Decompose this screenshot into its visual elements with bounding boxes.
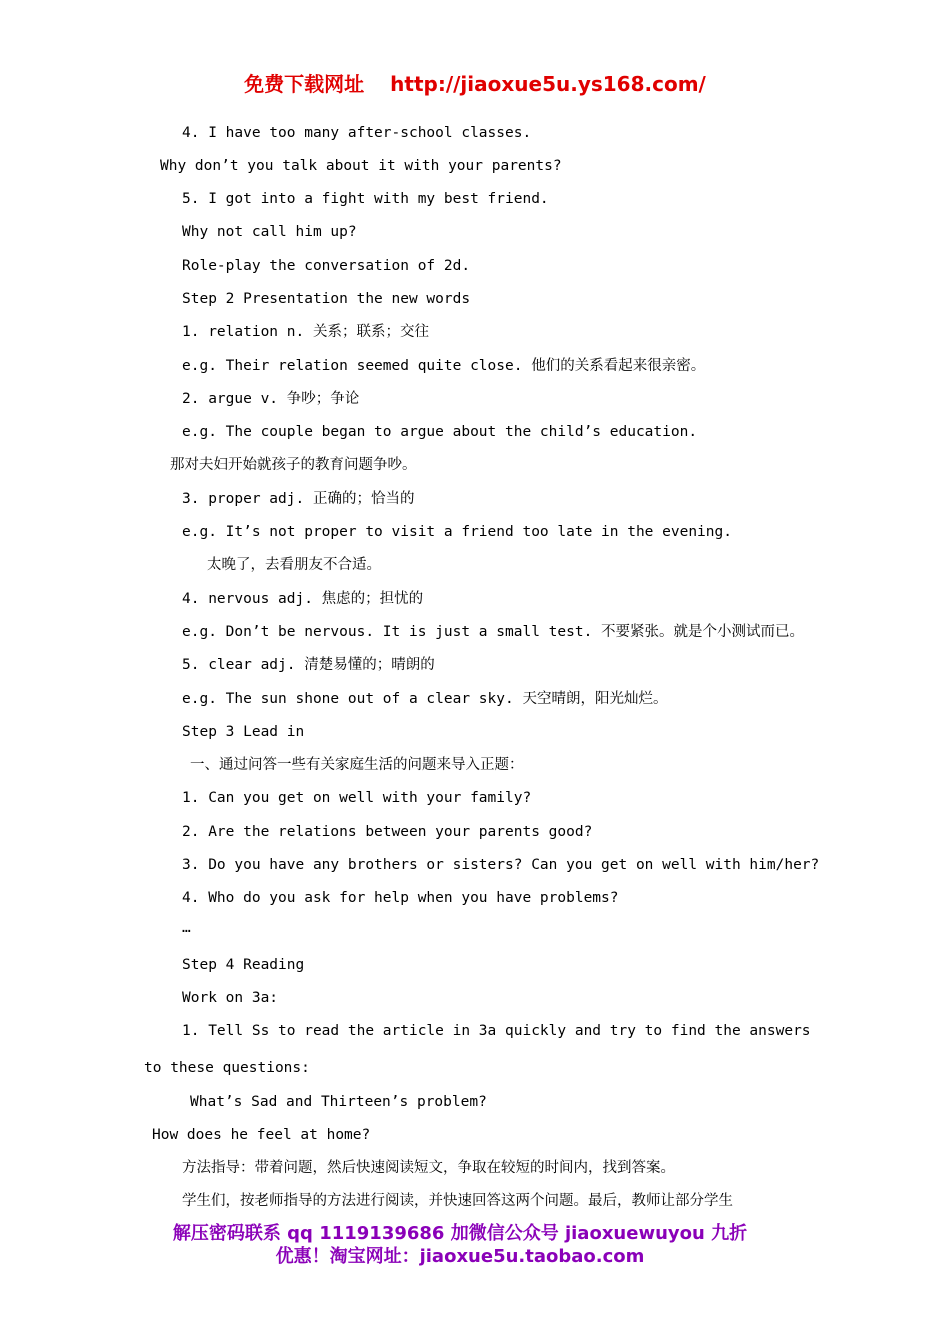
question-item: What’s Sad and Thirteen’s problem? (190, 1094, 487, 1110)
text-line: Why not call him up? (182, 224, 357, 240)
question-item: 4. Who do you ask for help when you have problems? (182, 890, 619, 906)
example-sentence: e.g. The sun shone out of a clear sky. 天空晴朗，阳光灿烂。 (182, 691, 668, 707)
header-url-link[interactable]: http://jiaoxue5u.ys168.com/ (390, 72, 706, 96)
method-guidance: 方法指导：带着问题，然后快速阅读短文，争取在较短的时间内，找到答案。 (182, 1160, 675, 1176)
vocab-item: 5. clear adj. 清楚易懂的；晴朗的 (182, 657, 435, 673)
download-header (0, 68, 950, 97)
instruction-line: 1. Tell Ss to read the article in 3a quickly and try to find the answers (182, 1023, 811, 1039)
text-line: Why don’t you talk about it with your parents? (160, 158, 562, 174)
example-sentence: e.g. The couple began to argue about the child’s education. (182, 424, 698, 440)
text-line: 学生们，按老师指导的方法进行阅读，并快速回答这两个问题。最后，教师让部分学生 (182, 1193, 733, 1209)
vocab-item: 4. nervous adj. 焦虑的；担忧的 (182, 591, 424, 607)
text-line: Work on 3a: (182, 990, 279, 1006)
example-sentence: e.g. It’s not proper to visit a friend too late in the evening. (182, 524, 732, 540)
step-heading: Step 4 Reading (182, 957, 305, 973)
ellipsis: … (182, 920, 191, 936)
question-item: 2. Are the relations between your parents good? (182, 824, 593, 840)
example-sentence: e.g. Don’t be nervous. It is just a small test. 不要紧张。就是个小测试而已。 (182, 624, 805, 640)
instruction-line: to these questions: (144, 1060, 310, 1076)
step-heading: Step 3 Lead in (182, 724, 305, 740)
footer-shop-link: 优惠！淘宝网址：jiaoxue5u.taobao.com (275, 1246, 645, 1267)
vocab-item: 3. proper adj. 正确的；恰当的 (182, 491, 415, 507)
header-label: 免费下载网址 (244, 72, 365, 96)
footer-password-contact: 解压密码联系 qq 1119139686 加微信公众号 jiaoxuewuyou 九折 (172, 1223, 748, 1244)
step-heading: Step 2 Presentation the new words (182, 291, 471, 307)
question-item: 1. Can you get on well with your family? (182, 790, 532, 806)
vocab-item: 1. relation n. 关系；联系；交往 (182, 324, 429, 340)
question-item: How does he feel at home? (152, 1127, 371, 1143)
text-line: 4. I have too many after-school classes. (182, 125, 532, 141)
translation-line: 太晚了，去看朋友不合适。 (207, 557, 381, 573)
text-line: Role-play the conversation of 2d. (182, 258, 471, 274)
text-line: 5. I got into a fight with my best friend. (182, 191, 549, 207)
section-intro: 一、通过问答一些有关家庭生活的问题来导入正题： (190, 757, 524, 773)
translation-line: 那对夫妇开始就孩子的教育问题争吵。 (170, 457, 417, 473)
example-sentence: e.g. Their relation seemed quite close. 他们的关系看起来很亲密。 (182, 358, 706, 374)
question-item: 3. Do you have any brothers or sisters? Can you get on well with him/her? (182, 857, 820, 873)
vocab-item: 2. argue v. 争吵；争论 (182, 391, 360, 407)
